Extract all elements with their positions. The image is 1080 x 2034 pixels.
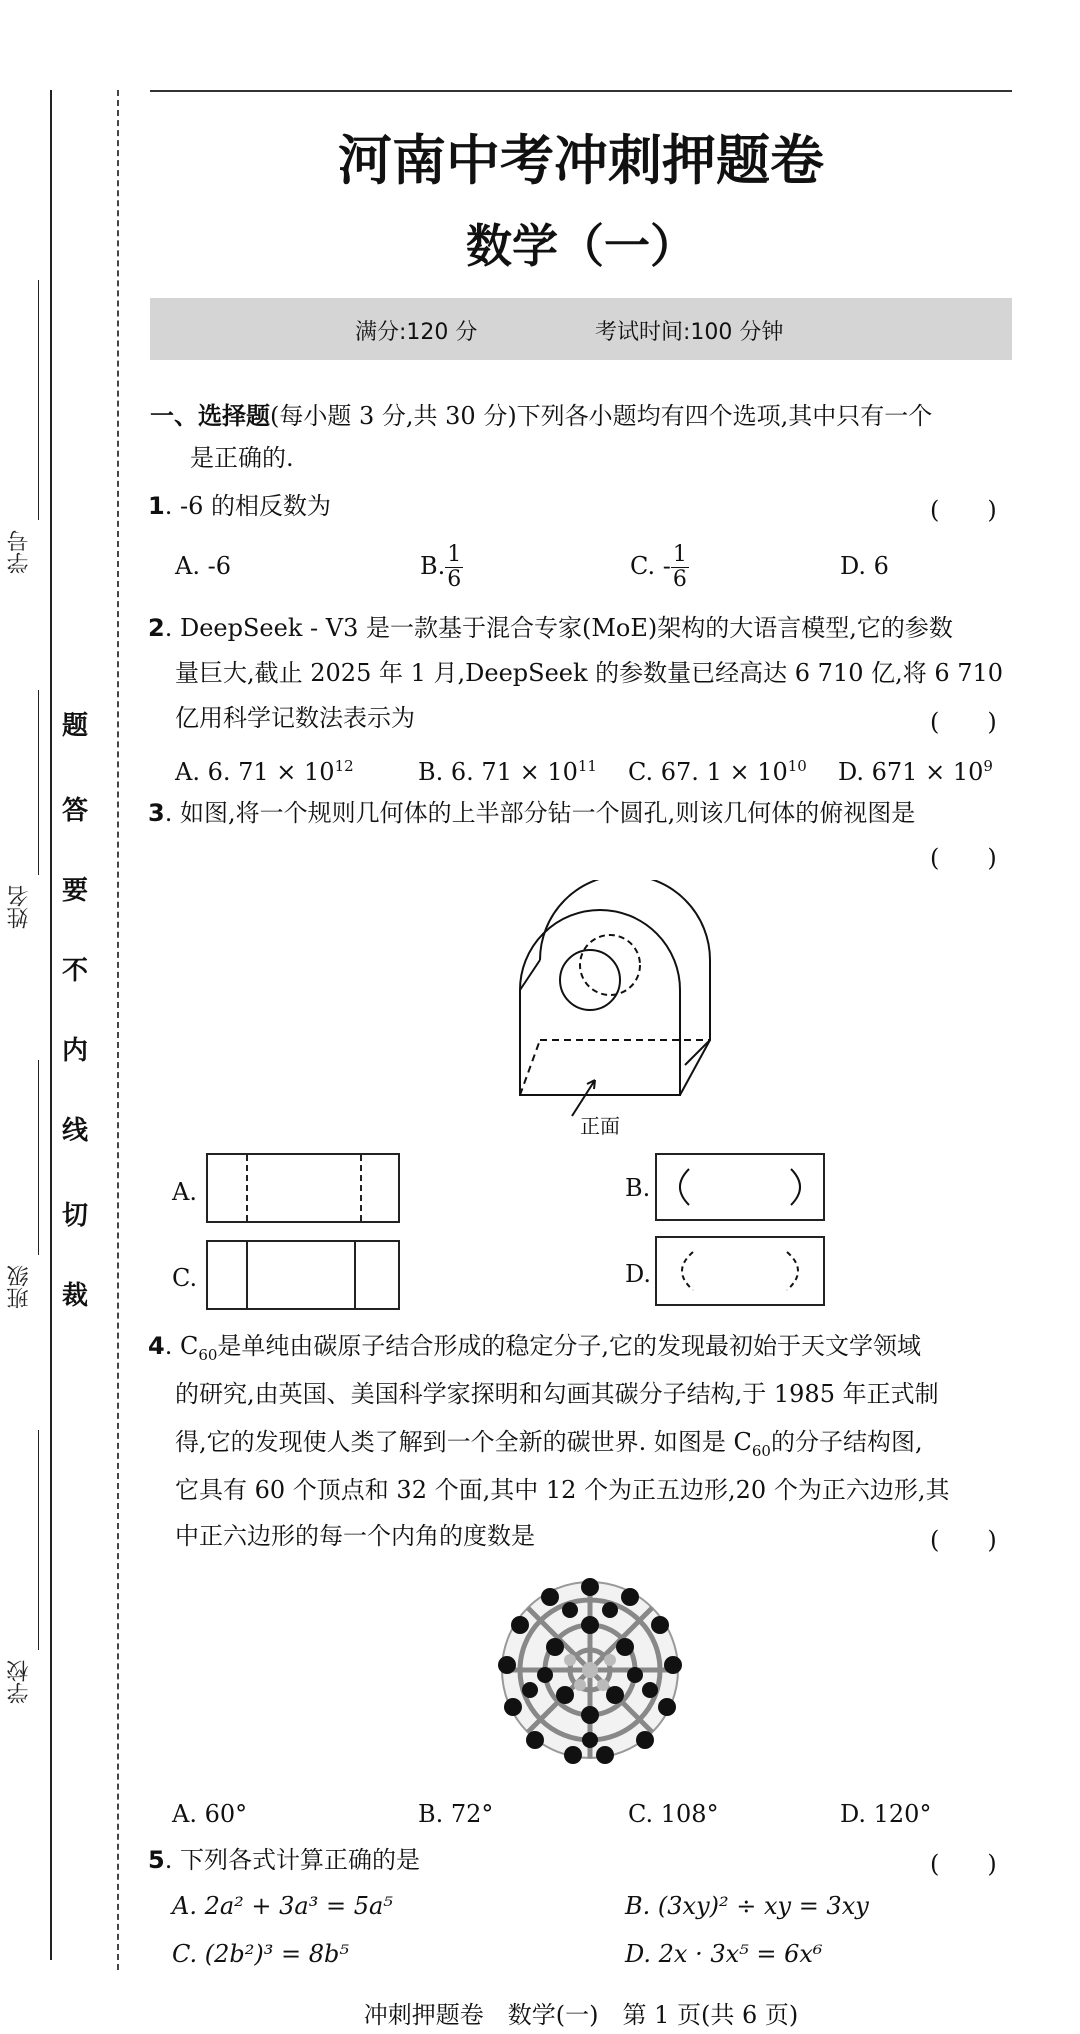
name-label: 姓名 (7, 885, 32, 929)
q2-option-d (838, 750, 993, 788)
q2-line1 (148, 612, 953, 644)
q4-c60-molecule-figure (485, 1565, 695, 1775)
q2-line2: 量巨大,截止 2025 年 1 月,DeepSeek 的参数量已经高达 6 710 亿,将 6 710 (175, 659, 1004, 687)
q3-option-c-figure (206, 1240, 400, 1310)
warning-char: 答 (62, 796, 89, 826)
page-footer: 冲刺押题卷 数学(一) 第 1 页(共 6 页) (363, 2001, 799, 2029)
q2-option-c-exp: 10 (787, 757, 807, 775)
section-heading (150, 400, 932, 432)
q1-stem (148, 490, 331, 522)
binding-dashed-line (117, 90, 119, 1970)
frac-den: 6 (672, 567, 687, 592)
exam-time: 考试时间:100 分钟 (595, 320, 784, 345)
q5-option-a: A. 2a² + 3a³ = 5a⁵ (172, 1892, 393, 1920)
q4-text-b: 是单纯由碳原子结合形成的稳定分子,它的发现最初始于天文学领域 (217, 1332, 922, 1360)
frac-den: 6 (447, 567, 462, 592)
warning-char: 不 (62, 956, 89, 986)
student-id-blank (38, 280, 39, 520)
q5-answer-paren: ( ) (930, 1850, 997, 1878)
q5-option-d: D. 2x · 3x⁵ = 6x⁶ (625, 1940, 823, 1968)
q4-line5: 中正六边形的每一个内角的度数是 (175, 1522, 535, 1550)
q5-text: . 下列各式计算正确的是 (164, 1846, 420, 1874)
class-blank (38, 1060, 39, 1255)
q5-option-c: C. (2b²)³ = 8b⁵ (172, 1940, 349, 1968)
dashed-line (360, 1155, 362, 1221)
top-rule (150, 90, 1012, 92)
q4-line1 (148, 1330, 921, 1371)
q3-option-d-arcs (657, 1238, 823, 1304)
q1-number: 1 (148, 492, 165, 520)
q2-option-a-exp: 12 (334, 757, 354, 775)
warning-char: 题 (62, 711, 89, 741)
q3-option-b-arcs (657, 1155, 823, 1219)
q2-option-b (418, 750, 597, 788)
q1-option-b (420, 536, 463, 596)
class-label: 班级 (7, 1265, 32, 1309)
q2-option-a-base: A. 6. 71 × 10 (175, 758, 335, 786)
q3-option-b-label: B. (625, 1174, 651, 1202)
q3-option-d-figure (655, 1236, 825, 1306)
q2-option-d-base: D. 671 × 10 (838, 758, 984, 786)
warning-char: 切 (62, 1201, 89, 1231)
q1-option-b-frac (445, 543, 463, 592)
q3-answer-paren: ( ) (930, 844, 997, 872)
section-title: 一、选择题 (150, 402, 270, 430)
q2-option-c (628, 750, 807, 788)
binding-solid-line (50, 90, 52, 1960)
q2-option-b-base: B. 6. 71 × 10 (418, 758, 578, 786)
q4-line3-sub: 60 (751, 1441, 771, 1460)
solid-line (354, 1242, 356, 1308)
q4-line3-a: 得,它的发现使人类了解到一个全新的碳世界. 如图是 C (175, 1428, 752, 1456)
q3-option-d-label: D. (625, 1260, 652, 1288)
full-score: 满分:120 分 (355, 320, 478, 345)
school-blank (38, 1430, 39, 1650)
q4-line3 (175, 1426, 923, 1467)
student-id-label: 学号 (7, 530, 32, 574)
name-blank (38, 690, 39, 875)
warning-char: 线 (62, 1116, 89, 1146)
q4-answer-paren: ( ) (930, 1526, 997, 1554)
q3-stem (148, 797, 915, 829)
q2-option-b-exp: 11 (577, 757, 597, 775)
frac-num: 1 (447, 542, 462, 567)
q1-text: . -6 的相反数为 (164, 492, 331, 520)
q1-option-b-label: B. (420, 552, 446, 580)
q5-stem (148, 1844, 420, 1876)
section-desc-cont: 是正确的. (190, 444, 294, 472)
q4-option-b: B. 72° (418, 1800, 494, 1828)
q2-answer-paren: ( ) (930, 708, 997, 736)
q4-option-d: D. 120° (840, 1800, 932, 1828)
q3-option-c-label: C. (172, 1264, 198, 1292)
score-bar (150, 298, 1012, 360)
school-label: 学校 (7, 1660, 32, 1704)
q3-front-label: 正面 (580, 1114, 620, 1138)
q4-line4: 它具有 60 个顶点和 32 个面,其中 12 个为正五边形,20 个为正六边形,其 (175, 1476, 950, 1504)
page-title: 河南中考冲刺押题卷 (338, 129, 824, 192)
q3-text: . 如图,将一个规则几何体的上半部分钻一个圆孔,则该几何体的俯视图是 (164, 799, 916, 827)
q1-option-c-frac (671, 543, 689, 592)
q1-option-d: D. 6 (840, 552, 889, 580)
q4-line2: 的研究,由英国、美国科学家探明和勾画其碳分子结构,于 1985 年正式制 (175, 1380, 939, 1408)
solid-line (246, 1242, 248, 1308)
q4-option-a: A. 60° (172, 1800, 248, 1828)
q5-option-b: B. (3xy)² ÷ xy = 3xy (625, 1892, 869, 1920)
q2-option-a (175, 750, 354, 788)
q1-option-a: A. -6 (175, 552, 231, 580)
q3-option-a-label: A. (172, 1178, 197, 1206)
section-desc: (每小题 3 分,共 30 分)下列各小题均有四个选项,其中只有一个 (270, 402, 933, 430)
page-subtitle: 数学（一） (466, 219, 696, 273)
q3-solid-figure (510, 880, 720, 1140)
q3-number: 3 (148, 799, 165, 827)
q1-option-c (630, 536, 689, 596)
q2-number: 2 (148, 614, 165, 642)
q2-line3: 亿用科学记数法表示为 (175, 704, 415, 732)
q4-sub: 60 (198, 1345, 218, 1364)
q2-option-c-base: C. 67. 1 × 10 (628, 758, 788, 786)
q3-option-b-figure (655, 1153, 825, 1221)
q4-option-c: C. 108° (628, 1800, 719, 1828)
q2-text: . DeepSeek - V3 是一款基于混合专家(MoE)架构的大语言模型,它的参数 (164, 614, 953, 642)
q4-number: 4 (148, 1332, 165, 1360)
q3-option-a-figure (206, 1153, 400, 1223)
q4-text-a: . C (164, 1332, 199, 1360)
q2-option-d-exp: 9 (983, 757, 993, 775)
warning-char: 内 (62, 1036, 89, 1066)
warning-char: 要 (62, 876, 89, 906)
dashed-line (246, 1155, 248, 1221)
q1-option-c-label: C. - (630, 552, 671, 580)
q4-line3-b: 的分子结构图, (770, 1428, 923, 1456)
frac-num: 1 (672, 542, 687, 567)
q5-number: 5 (148, 1846, 165, 1874)
warning-char: 裁 (62, 1281, 89, 1311)
q1-answer-paren: ( ) (930, 496, 997, 524)
